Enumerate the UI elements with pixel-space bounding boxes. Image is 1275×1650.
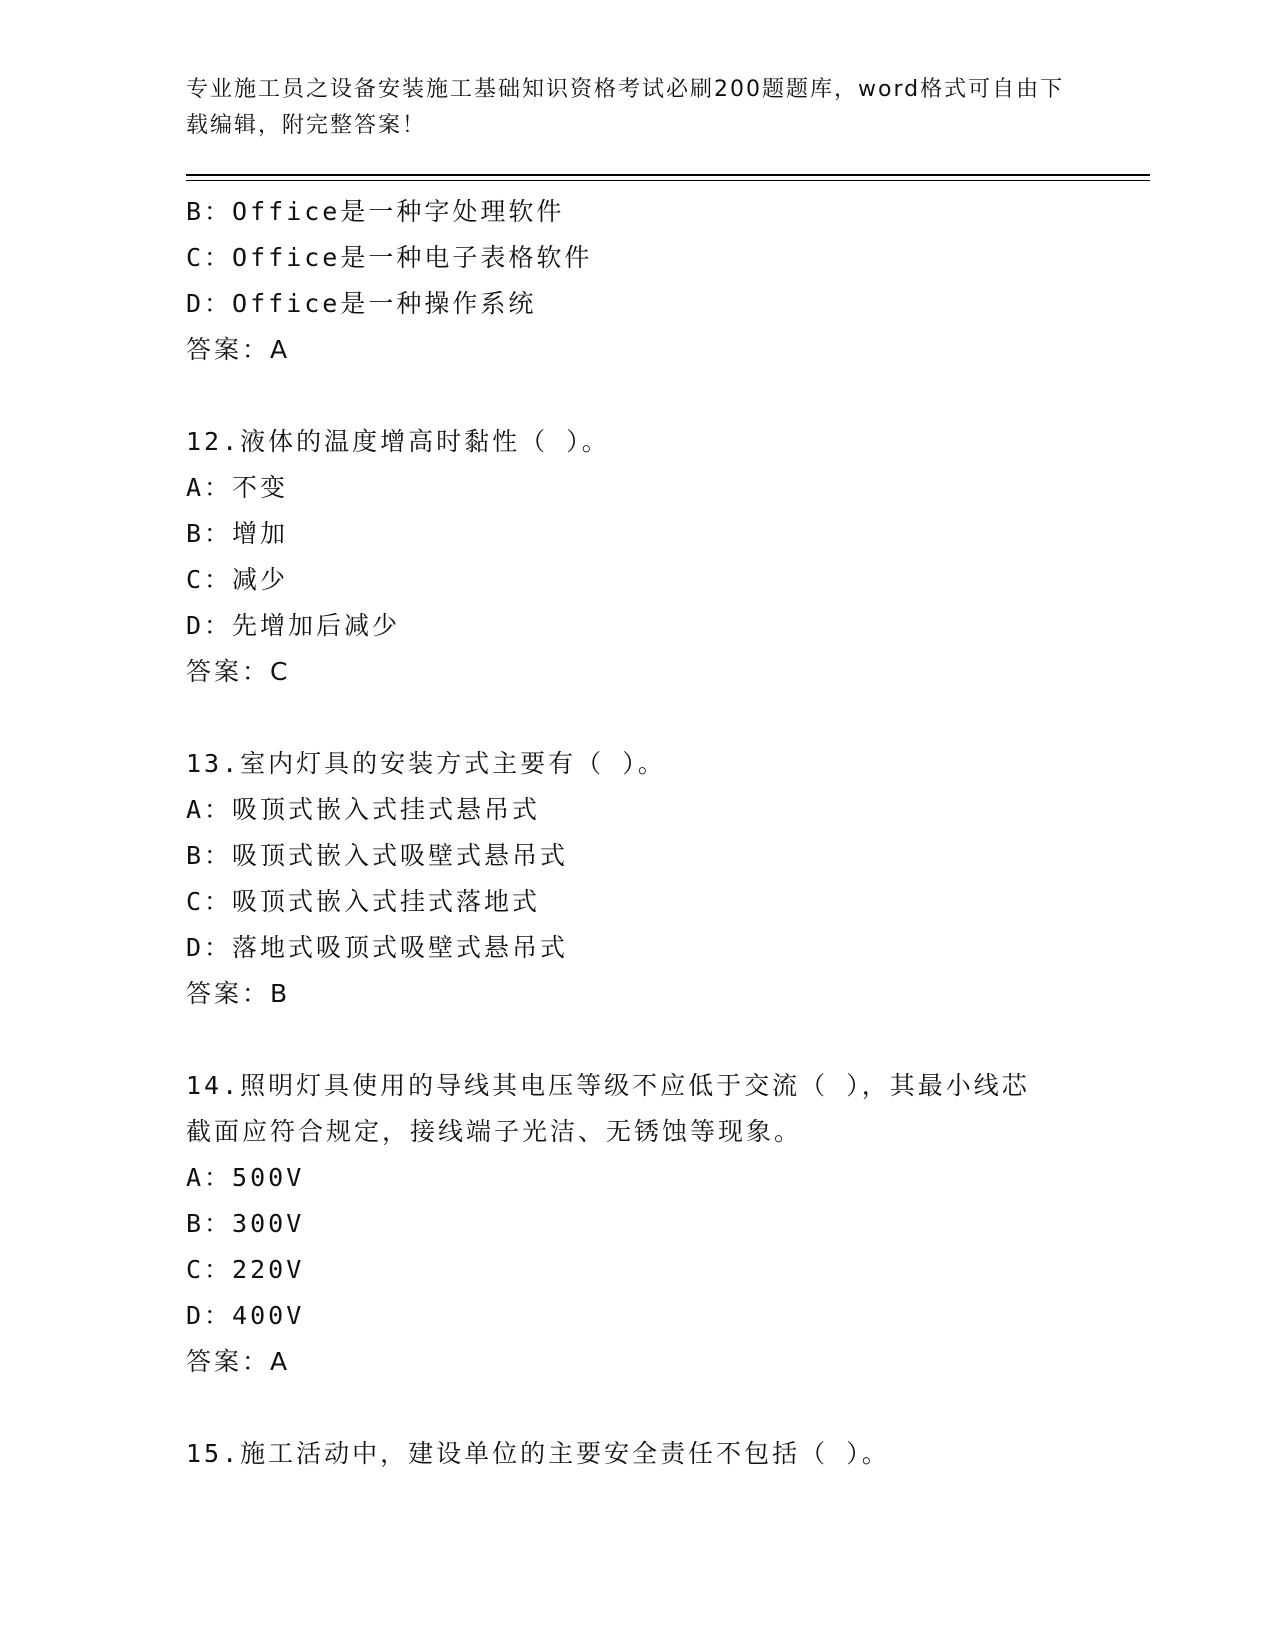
header-divider-thin	[186, 180, 1150, 181]
spacer	[186, 695, 1106, 741]
q13-option-c: C：吸顶式嵌入式挂式落地式	[186, 887, 541, 916]
q12-option-c: C：减少	[186, 565, 289, 594]
question-list	[186, 189, 1106, 1477]
q11-option-c: C：Office是一种电子表格软件	[186, 243, 593, 272]
q13-stem: 13.室内灯具的安装方式主要有（ ）。	[186, 749, 666, 778]
q14-option-c: C：220V	[186, 1255, 305, 1284]
q11-option-b: B：Office是一种字处理软件	[186, 197, 565, 226]
q13-answer: 答案：B	[186, 979, 291, 1008]
q14-option-d: D：400V	[186, 1301, 305, 1330]
q12-option-a: A：不变	[186, 473, 289, 502]
q14-answer: 答案：A	[186, 1347, 291, 1376]
q13-option-a: A：吸顶式嵌入式挂式悬吊式	[186, 795, 541, 824]
q13-option-d: D：落地式吸顶式吸壁式悬吊式	[186, 933, 569, 962]
q14-stem-line-1: 14.照明灯具使用的导线其电压等级不应低于交流（ ），其最小线芯	[186, 1071, 1030, 1100]
spacer	[186, 1385, 1106, 1431]
q14-stem-line-2: 截面应符合规定，接线端子光洁、无锈蚀等现象。	[186, 1117, 803, 1146]
q14-option-b: B：300V	[186, 1209, 305, 1238]
spacer	[186, 373, 1106, 419]
q12-option-d: D：先增加后减少	[186, 611, 401, 640]
q12-stem: 12.液体的温度增高时黏性（ ）。	[186, 427, 610, 456]
q13-option-b: B：吸顶式嵌入式吸壁式悬吊式	[186, 841, 569, 870]
q14-option-a: A：500V	[186, 1163, 305, 1192]
document-header: 专业施工员之设备安装施工基础知识资格考试必刷200题题库，word格式可自由下载编辑，附完整答案！	[186, 77, 1065, 138]
spacer	[186, 1017, 1106, 1063]
q15-stem: 15.施工活动中，建设单位的主要安全责任不包括（ ）。	[186, 1439, 890, 1468]
header-divider-thick	[186, 174, 1150, 176]
q11-answer: 答案：A	[186, 335, 291, 364]
q11-option-d: D：Office是一种操作系统	[186, 289, 537, 318]
q12-option-b: B：增加	[186, 519, 289, 548]
q12-answer: 答案：C	[186, 657, 291, 686]
